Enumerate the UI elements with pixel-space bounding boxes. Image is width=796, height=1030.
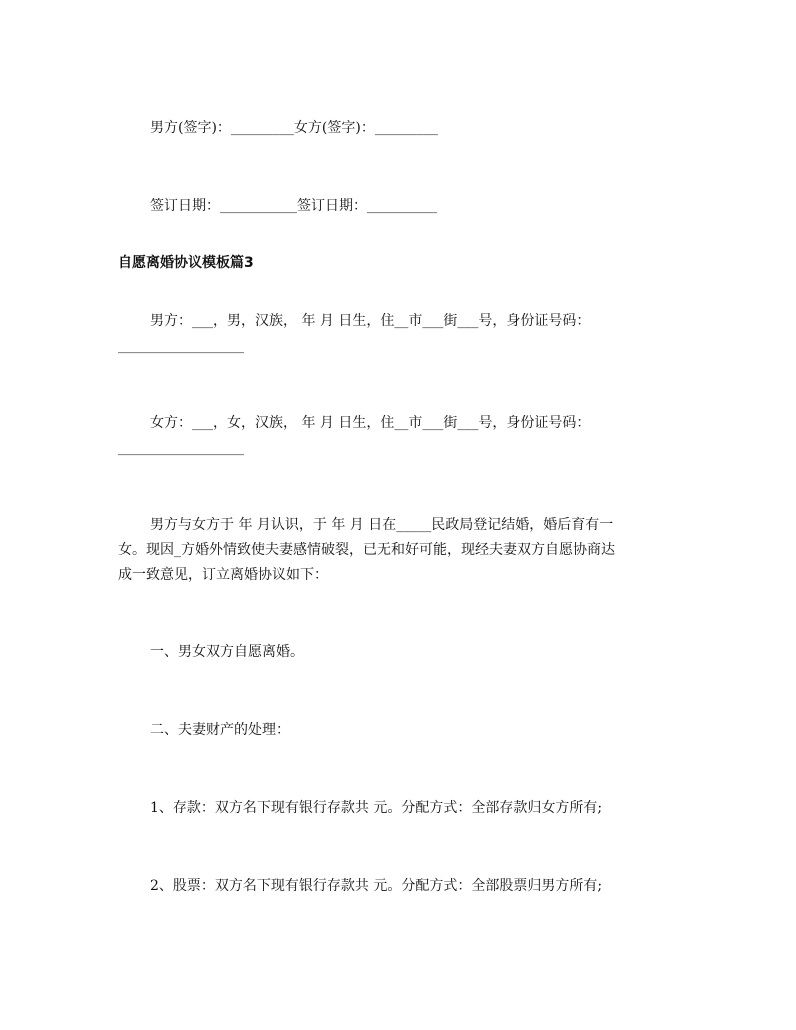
clause-one: 一、男女双方自愿离婚。 <box>150 644 304 660</box>
clause-two-savings: 1、存款：双方名下现有银行存款共 元。分配方式：全部存款归女方所有; <box>150 800 603 816</box>
signing-date-line: 签订日期：___________签订日期：__________ <box>150 198 437 214</box>
intro-paragraph-line-3: 成一致意见，订立离婚协议如下： <box>118 567 328 583</box>
male-id-number-blank: __________________ <box>118 338 244 354</box>
clause-two-stocks: 2、股票：双方名下现有银行存款共 元。分配方式：全部股票归男方所有; <box>150 878 603 894</box>
intro-paragraph-line-2: 女。现因_方婚外情致使夫妻感情破裂，已无和好可能，现经夫妻双方自愿协商达 <box>118 542 615 558</box>
female-id-number-blank: __________________ <box>118 440 244 456</box>
clause-two: 二、夫妻财产的处理： <box>150 722 290 738</box>
intro-paragraph-line-1: 男方与女方于 年 月认识，于 年 月 日在_____民政局登记结婚，婚后育有一 <box>150 517 614 533</box>
male-party-info: 男方：___，男，汉族， 年 月 日生，住__市___街___号，身份证号码： <box>150 313 591 329</box>
signature-line: 男方(签字)：_________女方(签字)：_________ <box>150 120 438 136</box>
section-heading: 自愿离婚协议模板篇3 <box>118 255 254 271</box>
female-party-info: 女方：___，女，汉族， 年 月 日生，住__市___街___号，身份证号码： <box>150 415 591 431</box>
